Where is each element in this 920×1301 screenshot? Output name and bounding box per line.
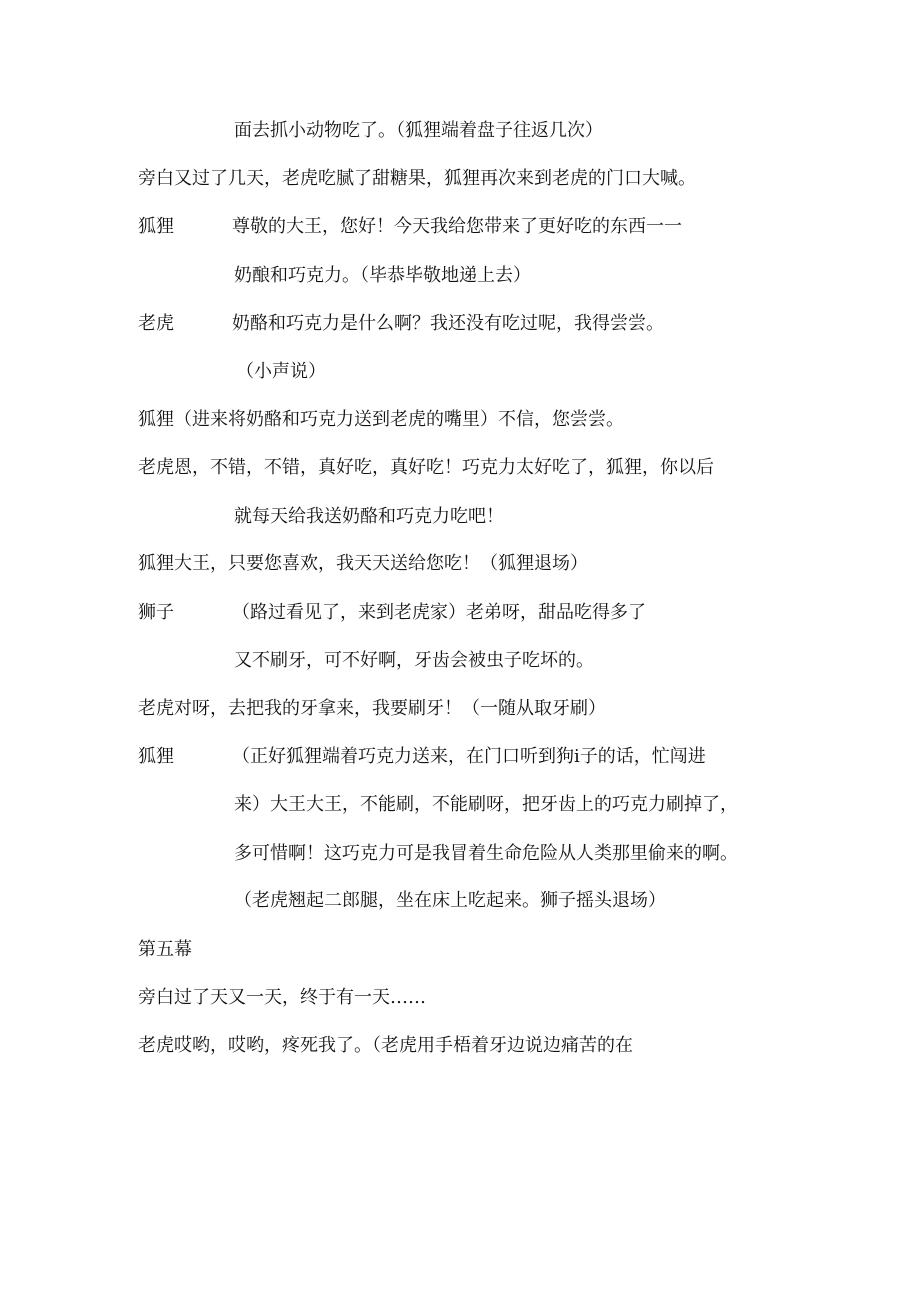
speaker-name: 老虎 (138, 313, 174, 334)
line-text: （路过看见了，来到老虎家）老弟呀，甜品吃得多了 (232, 602, 646, 623)
line-text: 就每天给我送奶酪和巧克力吃吧！ (234, 506, 504, 527)
speaker-name: 狐狸 (138, 216, 174, 237)
line-text: 旁白又过了几天，老虎吃腻了甜糖果，狐狸再次来到老虎的门口大喊。 (138, 168, 696, 189)
line-text: 狐狸大王，只要您喜欢，我天天送给您吃！（狐狸退场） (138, 553, 588, 574)
line-text: 又不刷牙，可不好啊，牙齿会被虫子吃坏的。 (234, 650, 594, 671)
line-text: 第五幕 (138, 939, 192, 960)
line-text: 奶酿和巧克力。（毕恭毕敬地递上去） (234, 265, 531, 286)
line-text: 狐狸（进来将奶酪和巧克力送到老虎的嘴里）不信，您尝尝。 (138, 409, 624, 430)
speaker-name: 狐狸 (138, 746, 174, 767)
line-text: 老虎恩，不错，不错，真好吃，真好吃！巧克力太好吃了，狐狸，你以后 (138, 457, 714, 478)
line-text: （老虎翘起二郎腿，坐在床上吃起来。狮子摇头退场） (234, 890, 666, 911)
line-text: 奶酪和巧克力是什么啊？我还没有吃过呢，我得尝尝。 (232, 313, 664, 334)
line-text: 来）大王大王，不能刷，不能刷呀，把牙齿上的巧克力刷掉了， (234, 794, 738, 815)
line-text: （正好狐狸端着巧克力送来，在门口听到狗i子的话，忙闯进 (232, 746, 706, 767)
line-text: 老虎哎哟，哎哟，疼死我了。（老虎用手梧着牙边说边痛苦的在 (138, 1035, 633, 1056)
line-text: 多可惜啊！这巧克力可是我冒着生命危险从人类那里偷来的啊。 (234, 843, 738, 864)
line-text: 老虎对呀，去把我的牙拿来，我要刷牙！（一随从取牙刷） (138, 698, 606, 719)
line-text: 尊敬的大王，您好！今天我给您带来了更好吃的东西一一 (232, 216, 682, 237)
line-text: （小声说） (236, 361, 326, 382)
line-text: 面去抓小动物吃了。（狐狸端着盘子往返几次） (234, 120, 603, 141)
speaker-name: 狮子 (138, 602, 174, 623)
line-text: 旁白过了天又一天，终于有一天…… (138, 987, 426, 1008)
